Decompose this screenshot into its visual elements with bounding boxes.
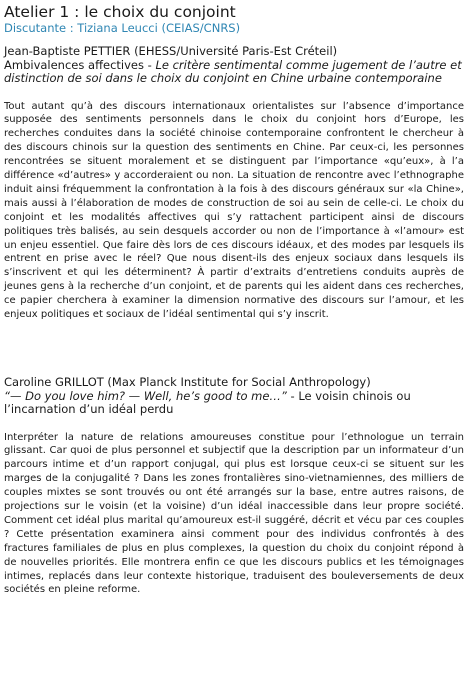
paper-1-title-italic: Le critère sentimental comme jugement de l’autre et distinction de soi dans le choix du conjoint en Chine urbaine contemporaine bbox=[4, 57, 462, 85]
paper-2 bbox=[4, 376, 464, 597]
paper-2-author: Caroline GRILLOT (Max Planck Institute for Social Anthropology) bbox=[4, 375, 371, 389]
paper-2-title-tail: - Le voisin chinois ou l’incarnation d’un idéal perdu bbox=[4, 388, 411, 416]
paper-1-abstract: Tout autant qu’à des discours internationaux orientalistes sur l’absence d’importance supposée des sentiments personnels dans le choix du conjoint hors d’Europe, les recherches conduites dans la société chinoise contemporaine confrontent le chercheur à des discours chinois sur la question des sentiments en Chine. Par ceux-ci, les personnes rencontrées se situent moralement et se distinguent par l’importance «qu’eux», à l’a différence «d’autres» y accorderaient ou non. La situation de rencontre avec l’ethnographe induit ainsi fréquemment la confrontation à la fois à des discours généraux sur «la Chine», mais aussi à l’élaboration de modes de construction de soi au sein de celle-ci. Le choix du conjoint et les modalités affectives qui s’y rattachent participent ainsi de discours politiques très balisés, au sein desquels accorder ou non de l’importance à «l’amour» est un enjeu essentiel. Que faire dès lors de ces discours idéaux, et des modes par lesquels ils entrent en prise avec le réel? Que nous disent-ils des enjeux sociaux dans lesquels ils s’inscrivent et qui les déterminent? À partir d’extraits d’entretiens conduits auprès de jeunes gens à la recherche d’un conjoint, et de parents qui les aident dans ces recherches, ce papier cherchera à examiner la dimension normative des discours sur l’amour, et les enjeux politiques et sociaux de l’idéal sentimental qui s’y inscrit. bbox=[4, 100, 464, 321]
paper-1-title-lead: Ambivalences affectives - bbox=[4, 57, 156, 72]
workshop-title: Atelier 1 : le choix du conjoint bbox=[4, 3, 236, 21]
paper-1-title bbox=[4, 59, 464, 86]
paper-1 bbox=[4, 45, 464, 322]
discussant-line: Discutante : Tiziana Leucci (CEIAS/CNRS) bbox=[4, 21, 241, 35]
paper-1-author: Jean-Baptiste PETTIER (EHESS/Université Paris-Est Créteil) bbox=[4, 44, 338, 58]
paper-2-title bbox=[4, 390, 464, 417]
paper-2-title-italic: “— Do you love him? — Well, he’s good to me…” bbox=[4, 388, 287, 403]
paper-2-abstract: Interpréter la nature de relations amoureuses constitue pour l’ethnologue un terrain glissant. Car quoi de plus personnel et subjectif que la description par un informateur d’un parcours intime et d’un rapport conjugal, qui plus est lorsque ceux-ci se situent sur les marges de la conjugalité ? Dans les zones frontalières sino-vietnamiennes, des milliers de couples mixtes se sont trouvés ou ont été arrangés sur la base, entre autres raisons, de projections sur le voisin (et la voisine) d’un idéal inaccessible dans leur propre société. Comment cet idéal plus marital qu’amoureux est-il suggéré, décrit et vécu par ces couples ? Cette présentation examinera ainsi comment pour des individus confrontés à des fractures familiales de plus en plus complexes, la question du choix du conjoint répond à de nouvelles priorités. Elle montrera enfin ce que les discours publics et les témoignages intimes, replacés dans leur contexte historique, traduisent des bouleversements de deux sociétés en pleine reforme. bbox=[4, 431, 464, 596]
